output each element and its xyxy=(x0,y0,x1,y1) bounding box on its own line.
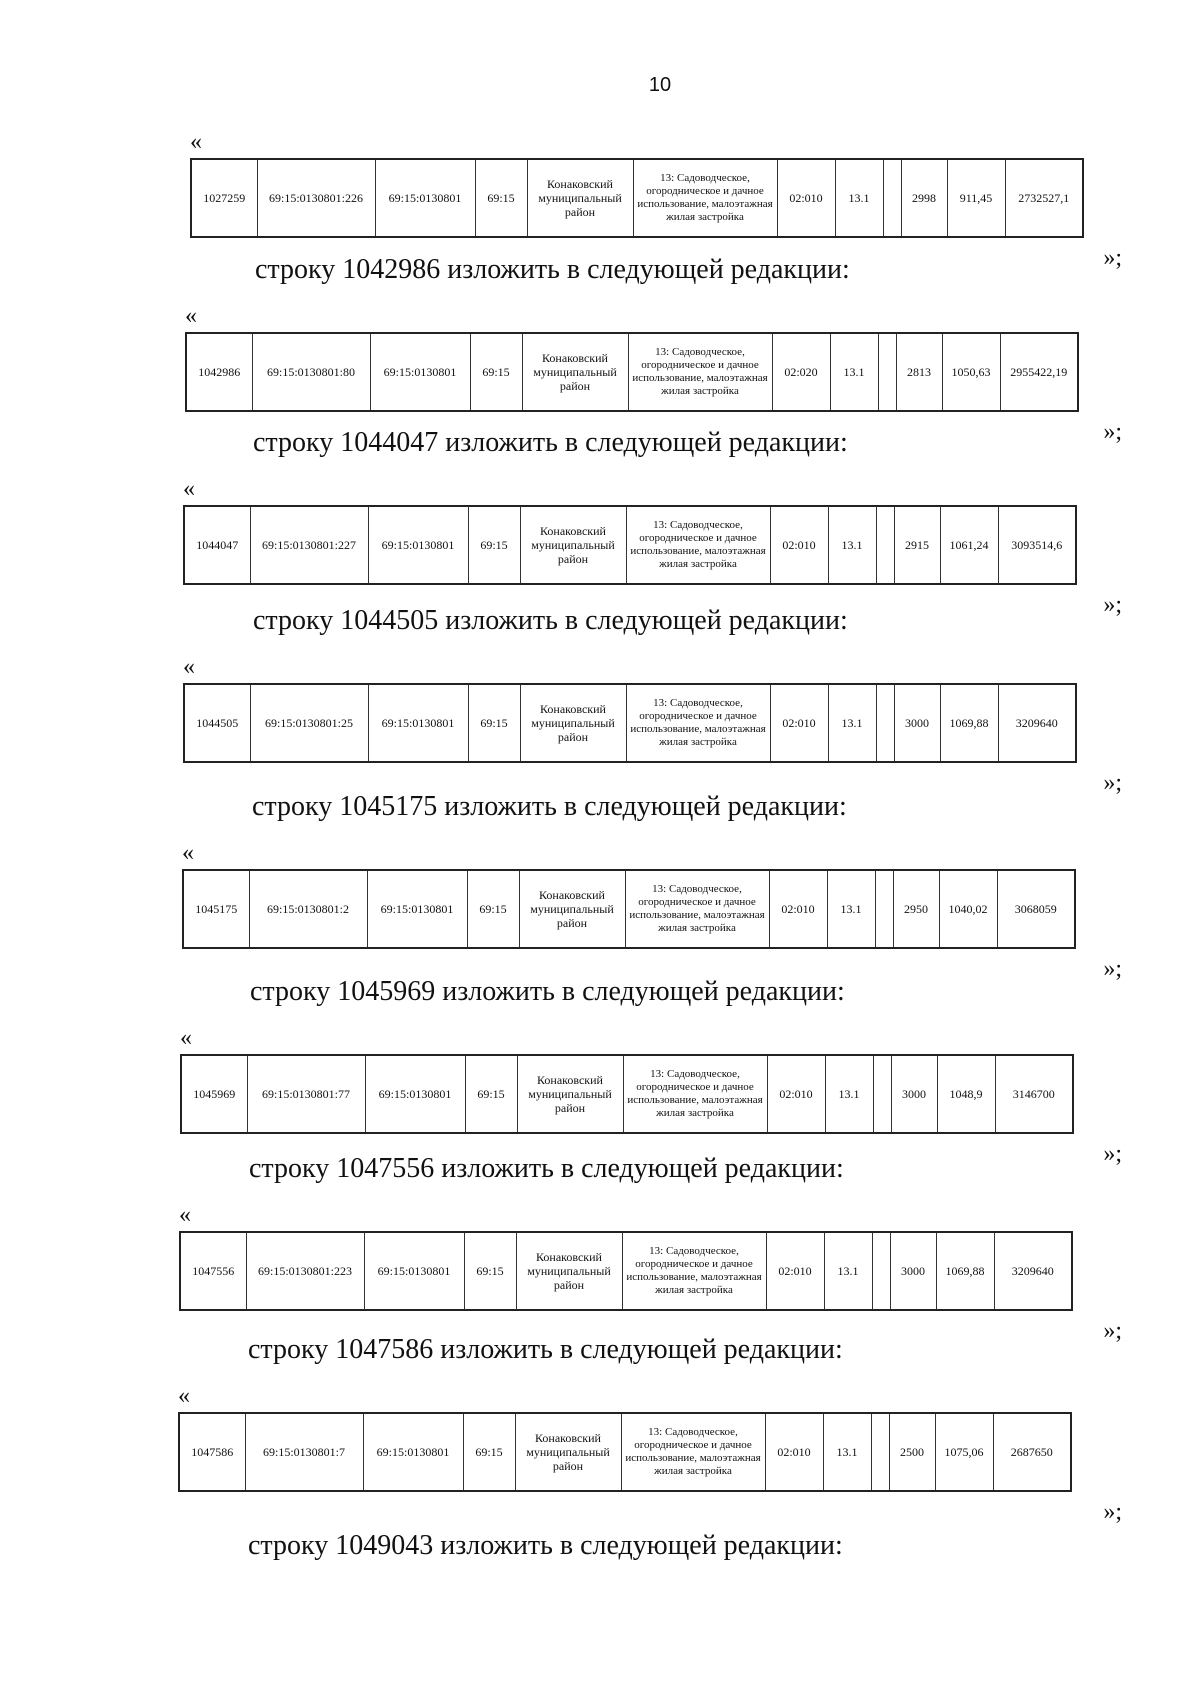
cell-area: 2950 xyxy=(893,870,939,948)
cell-land-use: 13: Садоводческое, огородническое и дачное использование, малоэтажная жилая застройка xyxy=(633,159,777,237)
cell-zone-code: 02:010 xyxy=(769,870,827,948)
cell-empty-cell xyxy=(875,870,893,948)
cell-quarter-number: 69:15:0130801 xyxy=(364,1232,464,1310)
cadastral-row-table xyxy=(183,505,1077,585)
cell-municipality: Конаковский муниципальный район xyxy=(527,159,633,237)
cell-area: 3000 xyxy=(891,1055,937,1133)
cell-cadastral-value: 2732527,1 xyxy=(1005,159,1083,237)
cadastral-row-table xyxy=(185,332,1079,412)
cadastral-row-table xyxy=(178,1412,1072,1492)
cell-municipality: Конаковский муниципальный район xyxy=(517,1055,623,1133)
cell-group-code: 13.1 xyxy=(828,506,876,584)
cadastral-row-table xyxy=(179,1231,1073,1311)
cell-row-number: 1045175 xyxy=(183,870,249,948)
table-row xyxy=(191,159,1083,237)
cell-cadastral-value: 3209640 xyxy=(994,1232,1072,1310)
close-quote: »; xyxy=(1103,419,1122,445)
cell-empty-cell xyxy=(883,159,901,237)
close-quote: »; xyxy=(1103,956,1122,982)
table-row xyxy=(186,333,1078,411)
cell-cadastral-value: 2955422,19 xyxy=(1000,333,1078,411)
table-row xyxy=(179,1413,1071,1491)
cell-group-code: 13.1 xyxy=(825,1055,873,1133)
cell-specific-value: 1061,24 xyxy=(940,506,998,584)
cell-quarter-number: 69:15:0130801 xyxy=(370,333,470,411)
open-quote: « xyxy=(183,476,195,502)
cell-zone-code: 02:010 xyxy=(767,1055,825,1133)
cell-cadastral-number: 69:15:0130801:25 xyxy=(250,684,368,762)
cell-group-code: 13.1 xyxy=(828,684,876,762)
cell-quarter-number: 69:15:0130801 xyxy=(363,1413,463,1491)
cell-row-number: 1044047 xyxy=(184,506,250,584)
cell-area: 2813 xyxy=(896,333,942,411)
edit-instruction: строку 1047586 изложить в следующей редакции: xyxy=(248,1334,843,1365)
edit-instruction: строку 1045175 изложить в следующей редакции: xyxy=(252,791,847,822)
cell-row-number: 1047556 xyxy=(180,1232,246,1310)
cell-specific-value: 1069,88 xyxy=(940,684,998,762)
open-quote: « xyxy=(178,1383,190,1409)
cell-empty-cell xyxy=(876,684,894,762)
cell-land-use: 13: Садоводческое, огородническое и дачное использование, малоэтажная жилая застройка xyxy=(628,333,772,411)
cell-municipality: Конаковский муниципальный район xyxy=(516,1232,622,1310)
cell-land-use: 13: Садоводческое, огородническое и дачное использование, малоэтажная жилая застройка xyxy=(626,684,770,762)
cell-municipality: Конаковский муниципальный район xyxy=(520,506,626,584)
cell-cadastral-number: 69:15:0130801:7 xyxy=(245,1413,363,1491)
edit-instruction-final: строку 1049043 изложить в следующей редакции: xyxy=(248,1530,843,1561)
open-quote: « xyxy=(185,303,197,329)
cell-zone-code: 02:010 xyxy=(777,159,835,237)
table-row xyxy=(181,1055,1073,1133)
cell-quarter-number: 69:15:0130801 xyxy=(365,1055,465,1133)
table-row xyxy=(184,506,1076,584)
cell-municipality: Конаковский муниципальный район xyxy=(515,1413,621,1491)
cell-group-code: 13.1 xyxy=(827,870,875,948)
cell-specific-value: 1069,88 xyxy=(936,1232,994,1310)
cell-district-code: 69:15 xyxy=(468,684,520,762)
open-quote: « xyxy=(179,1202,191,1228)
cell-specific-value: 1050,63 xyxy=(942,333,1000,411)
cell-cadastral-number: 69:15:0130801:2 xyxy=(249,870,367,948)
cell-district-code: 69:15 xyxy=(467,870,519,948)
close-quote: »; xyxy=(1103,245,1122,271)
cell-empty-cell xyxy=(873,1055,891,1133)
cell-cadastral-value: 2687650 xyxy=(993,1413,1071,1491)
cell-land-use: 13: Садоводческое, огородническое и дачное использование, малоэтажная жилая застройка xyxy=(625,870,769,948)
table-row xyxy=(183,870,1075,948)
cell-zone-code: 02:010 xyxy=(765,1413,823,1491)
open-quote: « xyxy=(190,129,202,155)
cell-zone-code: 02:010 xyxy=(770,506,828,584)
cell-land-use: 13: Садоводческое, огородническое и дачное использование, малоэтажная жилая застройка xyxy=(622,1232,766,1310)
cell-land-use: 13: Садоводческое, огородническое и дачное использование, малоэтажная жилая застройка xyxy=(623,1055,767,1133)
cell-district-code: 69:15 xyxy=(464,1232,516,1310)
cell-zone-code: 02:010 xyxy=(766,1232,824,1310)
cell-cadastral-value: 3068059 xyxy=(997,870,1075,948)
cell-row-number: 1047586 xyxy=(179,1413,245,1491)
cell-quarter-number: 69:15:0130801 xyxy=(368,506,468,584)
cell-empty-cell xyxy=(872,1232,890,1310)
cell-area: 3000 xyxy=(894,684,940,762)
cell-cadastral-number: 69:15:0130801:223 xyxy=(246,1232,364,1310)
cell-group-code: 13.1 xyxy=(835,159,883,237)
cell-quarter-number: 69:15:0130801 xyxy=(368,684,468,762)
close-quote: »; xyxy=(1103,1499,1122,1525)
cell-zone-code: 02:010 xyxy=(770,684,828,762)
cell-cadastral-number: 69:15:0130801:227 xyxy=(250,506,368,584)
cadastral-row-table xyxy=(190,158,1084,238)
cell-cadastral-value: 3209640 xyxy=(998,684,1076,762)
cell-municipality: Конаковский муниципальный район xyxy=(522,333,628,411)
close-quote: »; xyxy=(1103,592,1122,618)
cell-specific-value: 911,45 xyxy=(947,159,1005,237)
close-quote: »; xyxy=(1103,1318,1122,1344)
cell-cadastral-number: 69:15:0130801:226 xyxy=(257,159,375,237)
cell-row-number: 1045969 xyxy=(181,1055,247,1133)
cell-specific-value: 1048,9 xyxy=(937,1055,995,1133)
cell-municipality: Конаковский муниципальный район xyxy=(520,684,626,762)
cell-group-code: 13.1 xyxy=(823,1413,871,1491)
cell-district-code: 69:15 xyxy=(470,333,522,411)
cadastral-row-table xyxy=(180,1054,1074,1134)
cell-row-number: 1027259 xyxy=(191,159,257,237)
cell-land-use: 13: Садоводческое, огородническое и дачное использование, малоэтажная жилая застройка xyxy=(621,1413,765,1491)
cell-quarter-number: 69:15:0130801 xyxy=(367,870,467,948)
cell-cadastral-value: 3146700 xyxy=(995,1055,1073,1133)
edit-instruction: строку 1042986 изложить в следующей редакции: xyxy=(255,254,850,285)
open-quote: « xyxy=(182,840,194,866)
cell-specific-value: 1040,02 xyxy=(939,870,997,948)
cell-quarter-number: 69:15:0130801 xyxy=(375,159,475,237)
table-row xyxy=(184,684,1076,762)
page-number: 10 xyxy=(648,74,672,96)
edit-instruction: строку 1044047 изложить в следующей редакции: xyxy=(253,427,848,458)
cell-district-code: 69:15 xyxy=(465,1055,517,1133)
cadastral-row-table xyxy=(182,869,1076,949)
cell-zone-code: 02:020 xyxy=(772,333,830,411)
cell-specific-value: 1075,06 xyxy=(935,1413,993,1491)
cell-empty-cell xyxy=(876,506,894,584)
table-row xyxy=(180,1232,1072,1310)
close-quote: »; xyxy=(1103,770,1122,796)
cell-empty-cell xyxy=(871,1413,889,1491)
cell-area: 2500 xyxy=(889,1413,935,1491)
cell-area: 3000 xyxy=(890,1232,936,1310)
cell-group-code: 13.1 xyxy=(824,1232,872,1310)
cell-cadastral-number: 69:15:0130801:80 xyxy=(252,333,370,411)
cell-district-code: 69:15 xyxy=(468,506,520,584)
cell-cadastral-number: 69:15:0130801:77 xyxy=(247,1055,365,1133)
cell-municipality: Конаковский муниципальный район xyxy=(519,870,625,948)
cell-cadastral-value: 3093514,6 xyxy=(998,506,1076,584)
cell-area: 2998 xyxy=(901,159,947,237)
edit-instruction: строку 1045969 изложить в следующей редакции: xyxy=(250,976,845,1007)
close-quote: »; xyxy=(1103,1141,1122,1167)
edit-instruction: строку 1047556 изложить в следующей редакции: xyxy=(249,1153,844,1184)
open-quote: « xyxy=(180,1025,192,1051)
cell-empty-cell xyxy=(878,333,896,411)
cell-row-number: 1044505 xyxy=(184,684,250,762)
cell-district-code: 69:15 xyxy=(463,1413,515,1491)
cell-row-number: 1042986 xyxy=(186,333,252,411)
cell-group-code: 13.1 xyxy=(830,333,878,411)
cell-district-code: 69:15 xyxy=(475,159,527,237)
cell-land-use: 13: Садоводческое, огородническое и дачное использование, малоэтажная жилая застройка xyxy=(626,506,770,584)
cadastral-row-table xyxy=(183,683,1077,763)
edit-instruction: строку 1044505 изложить в следующей редакции: xyxy=(253,605,848,636)
cell-area: 2915 xyxy=(894,506,940,584)
open-quote: « xyxy=(183,654,195,680)
